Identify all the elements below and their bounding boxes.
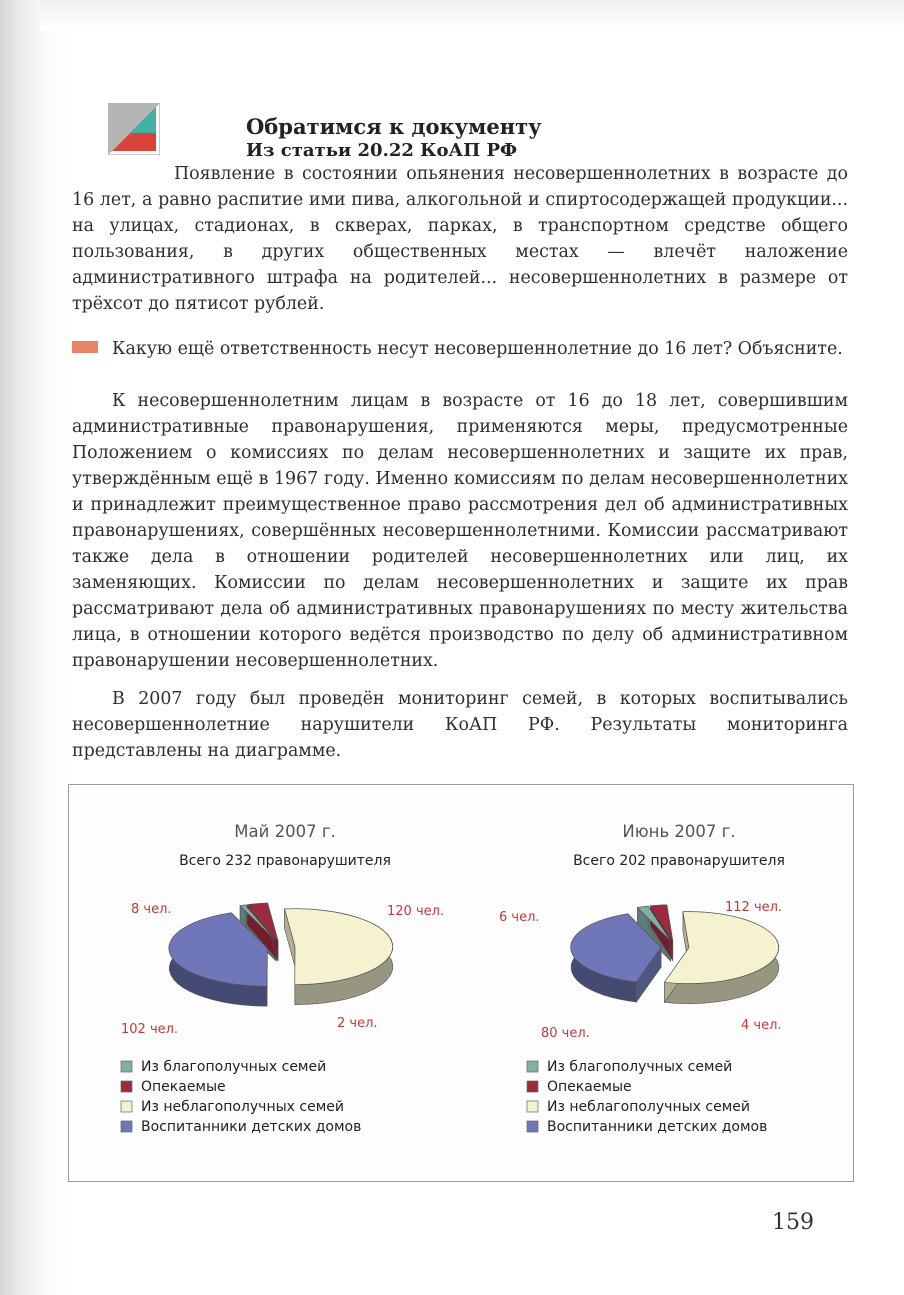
legend-label: Воспитанники детских домов [141,1119,362,1135]
pie-charts-svg [69,785,853,1181]
top-shadow [40,0,904,30]
chart-subtitle: Всего 232 правонарушителя [179,853,391,869]
pie-data-label: 4 чел. [741,1018,782,1033]
pie-data-label: 8 чел. [131,902,172,917]
chart-title: Июнь 2007 г. [622,822,736,841]
chart-subtitle: Всего 202 правонарушителя [573,853,785,869]
paragraph-monitoring: В 2007 году был проведён мониторинг семей, в которых воспитывались несовершеннолетние нарушители КоАП РФ. Результаты мониторинга представлены на диаграмме. [72,689,848,761]
legend-swatch [121,1121,132,1132]
legend-swatch [527,1121,538,1132]
question-text: Какую ещё ответственность несут несовершеннолетние до 16 лет? Объясните. [112,339,843,359]
document-icon [108,103,160,155]
legend-label: Из неблагополучных семей [141,1099,344,1115]
pie-data-label: 102 чел. [121,1022,179,1037]
pie-data-label: 112 чел. [725,900,783,915]
legend-label: Опекаемые [141,1079,226,1095]
legend-swatch [527,1101,538,1112]
pie-data-label: 6 чел. [499,910,540,925]
legend-label: Воспитанники детских домов [547,1119,768,1135]
pie-charts-figure [68,784,854,1182]
legend-label: Из неблагополучных семей [547,1099,750,1115]
legend-swatch [527,1081,538,1092]
pie-data-label: 2 чел. [337,1016,378,1031]
document-subtitle: Из статьи 20.22 КоАП РФ [246,140,518,161]
legend-swatch [121,1081,132,1092]
article-quote: Появление в состоянии опьянения несовершеннолетних в возрасте до 16 лет, а равно распитие ими пива, алкогольной и спиртосодержащей продукции... на улицах, стадионах, в скверах, парках, в транспортном средстве общего пользования, в других общественных местах — влечёт наложение административного штрафа на родителей... несовершеннолетних в размере от трёхсот до пятисот рублей. [72,164,848,314]
legend-swatch [121,1061,132,1072]
page-number: 159 [772,1210,814,1235]
paragraph-commissions: К несовершеннолетним лицам в возрасте от 16 до 18 лет, совершившим административные правонарушения, применяются меры, предусмотренные Положением о комиссиях по делам несовершеннолетних и защите их прав, утверждённым ещё в 1967 году. Именно комиссиям по делам несовершеннолетних и принадлежит преимущественное право рассмотрения дел об административных правонарушениях, совершённых несовершеннолетними. Комиссии рассматривают также дела в отношении родителей несовершеннолетних или лиц, их заменяющих. Комиссии по делам несовершеннолетних и защите их прав рассматривают дела об административных правонарушениях по месту жительства лица, в отношении которого ведётся производство по делу об административном правонарушении несовершеннолетних. [72,391,848,671]
legend-label: Из благополучных семей [141,1059,327,1075]
document-title: Обратимся к документу [246,114,542,139]
pie-data-label: 120 чел. [387,904,445,919]
pie-data-label: 80 чел. [541,1026,590,1041]
legend-swatch [121,1101,132,1112]
chart-title: Май 2007 г. [234,822,336,841]
legend-label: Из благополучных семей [547,1059,733,1075]
legend-label: Опекаемые [547,1079,632,1095]
legend-swatch [527,1061,538,1072]
